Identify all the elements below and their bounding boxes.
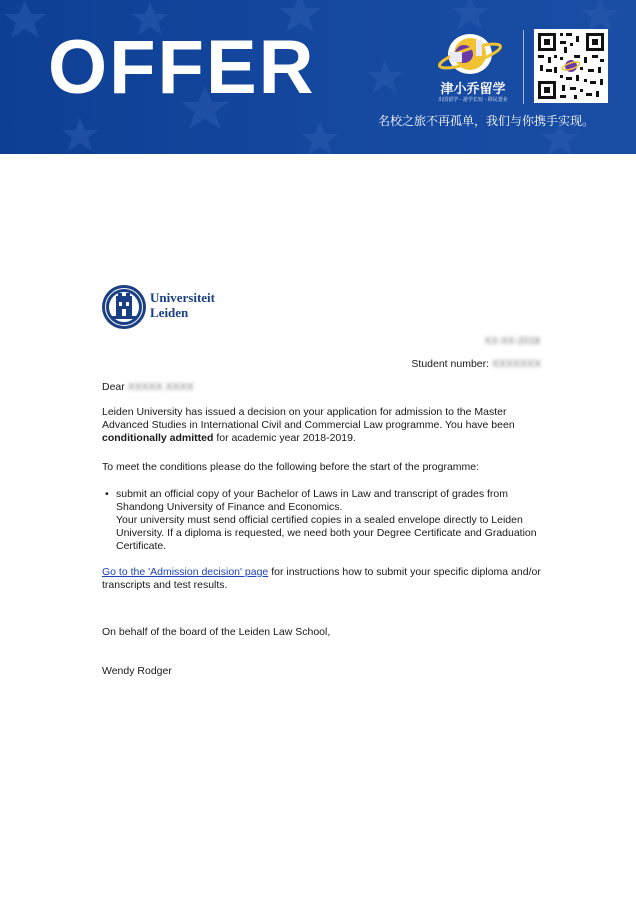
leiden-seal-icon bbox=[101, 284, 147, 330]
redacted-date: XX-XX-2018 bbox=[484, 336, 540, 347]
bullet-text-2: Your university must send official certified copies in a sealed envelope directly to Leiden University. If a diploma is requested, we need both your Degree Certificate and Graduation Certificate. bbox=[116, 514, 537, 552]
paragraph-conditions: To meet the conditions please do the following before the start of the programme: bbox=[102, 461, 480, 473]
slogan: 名校之旅不再孤单，我们与你携手实现。 bbox=[378, 114, 595, 128]
admission-decision-link[interactable]: Go to the 'Admission decision' page bbox=[102, 566, 269, 578]
redacted-recipient: XXXXX XXXX bbox=[127, 381, 194, 393]
divider bbox=[523, 30, 524, 104]
letter-body bbox=[102, 381, 548, 678]
university-name: Universiteit Leiden bbox=[150, 290, 215, 320]
conditional-admission: conditionally admitted bbox=[102, 432, 214, 444]
redacted-student-number: XXXXXXX bbox=[491, 358, 541, 370]
offer-title: OFFER bbox=[48, 25, 316, 110]
list-item bbox=[102, 488, 548, 553]
paragraph-decision: Leiden University has issued a decision on your application for admission to the Master Advanced Studies in International Civil and Commercial Law programme. You have been conditionally admitted for academic year 2018-2019. bbox=[102, 406, 515, 444]
letter-date bbox=[484, 336, 540, 347]
brand-name: 津小乔留学 bbox=[440, 82, 506, 97]
paragraph-instructions: Go to the 'Admission decision' page for instructions how to submit your specific diploma and/or transcripts and test results. bbox=[102, 566, 541, 591]
closing-line: On behalf of the board of the Leiden Law School, bbox=[102, 626, 331, 638]
student-number-label: Student number: bbox=[411, 358, 490, 370]
qr-code-icon[interactable] bbox=[534, 29, 608, 103]
brand-tagline: 出国留学 · 游学长短 · 移民置业 bbox=[438, 97, 508, 103]
student-number bbox=[411, 358, 541, 370]
greeting: Dear XXXXX XXXX bbox=[102, 381, 194, 393]
bullet-icon: • bbox=[105, 488, 109, 500]
signature: Wendy Rodger bbox=[102, 665, 172, 677]
offer-banner bbox=[0, 0, 636, 154]
bullet-text-1: submit an official copy of your Bachelor of Laws in Law and transcript of grades from Shandong University of Finance and Economics. bbox=[116, 488, 509, 513]
